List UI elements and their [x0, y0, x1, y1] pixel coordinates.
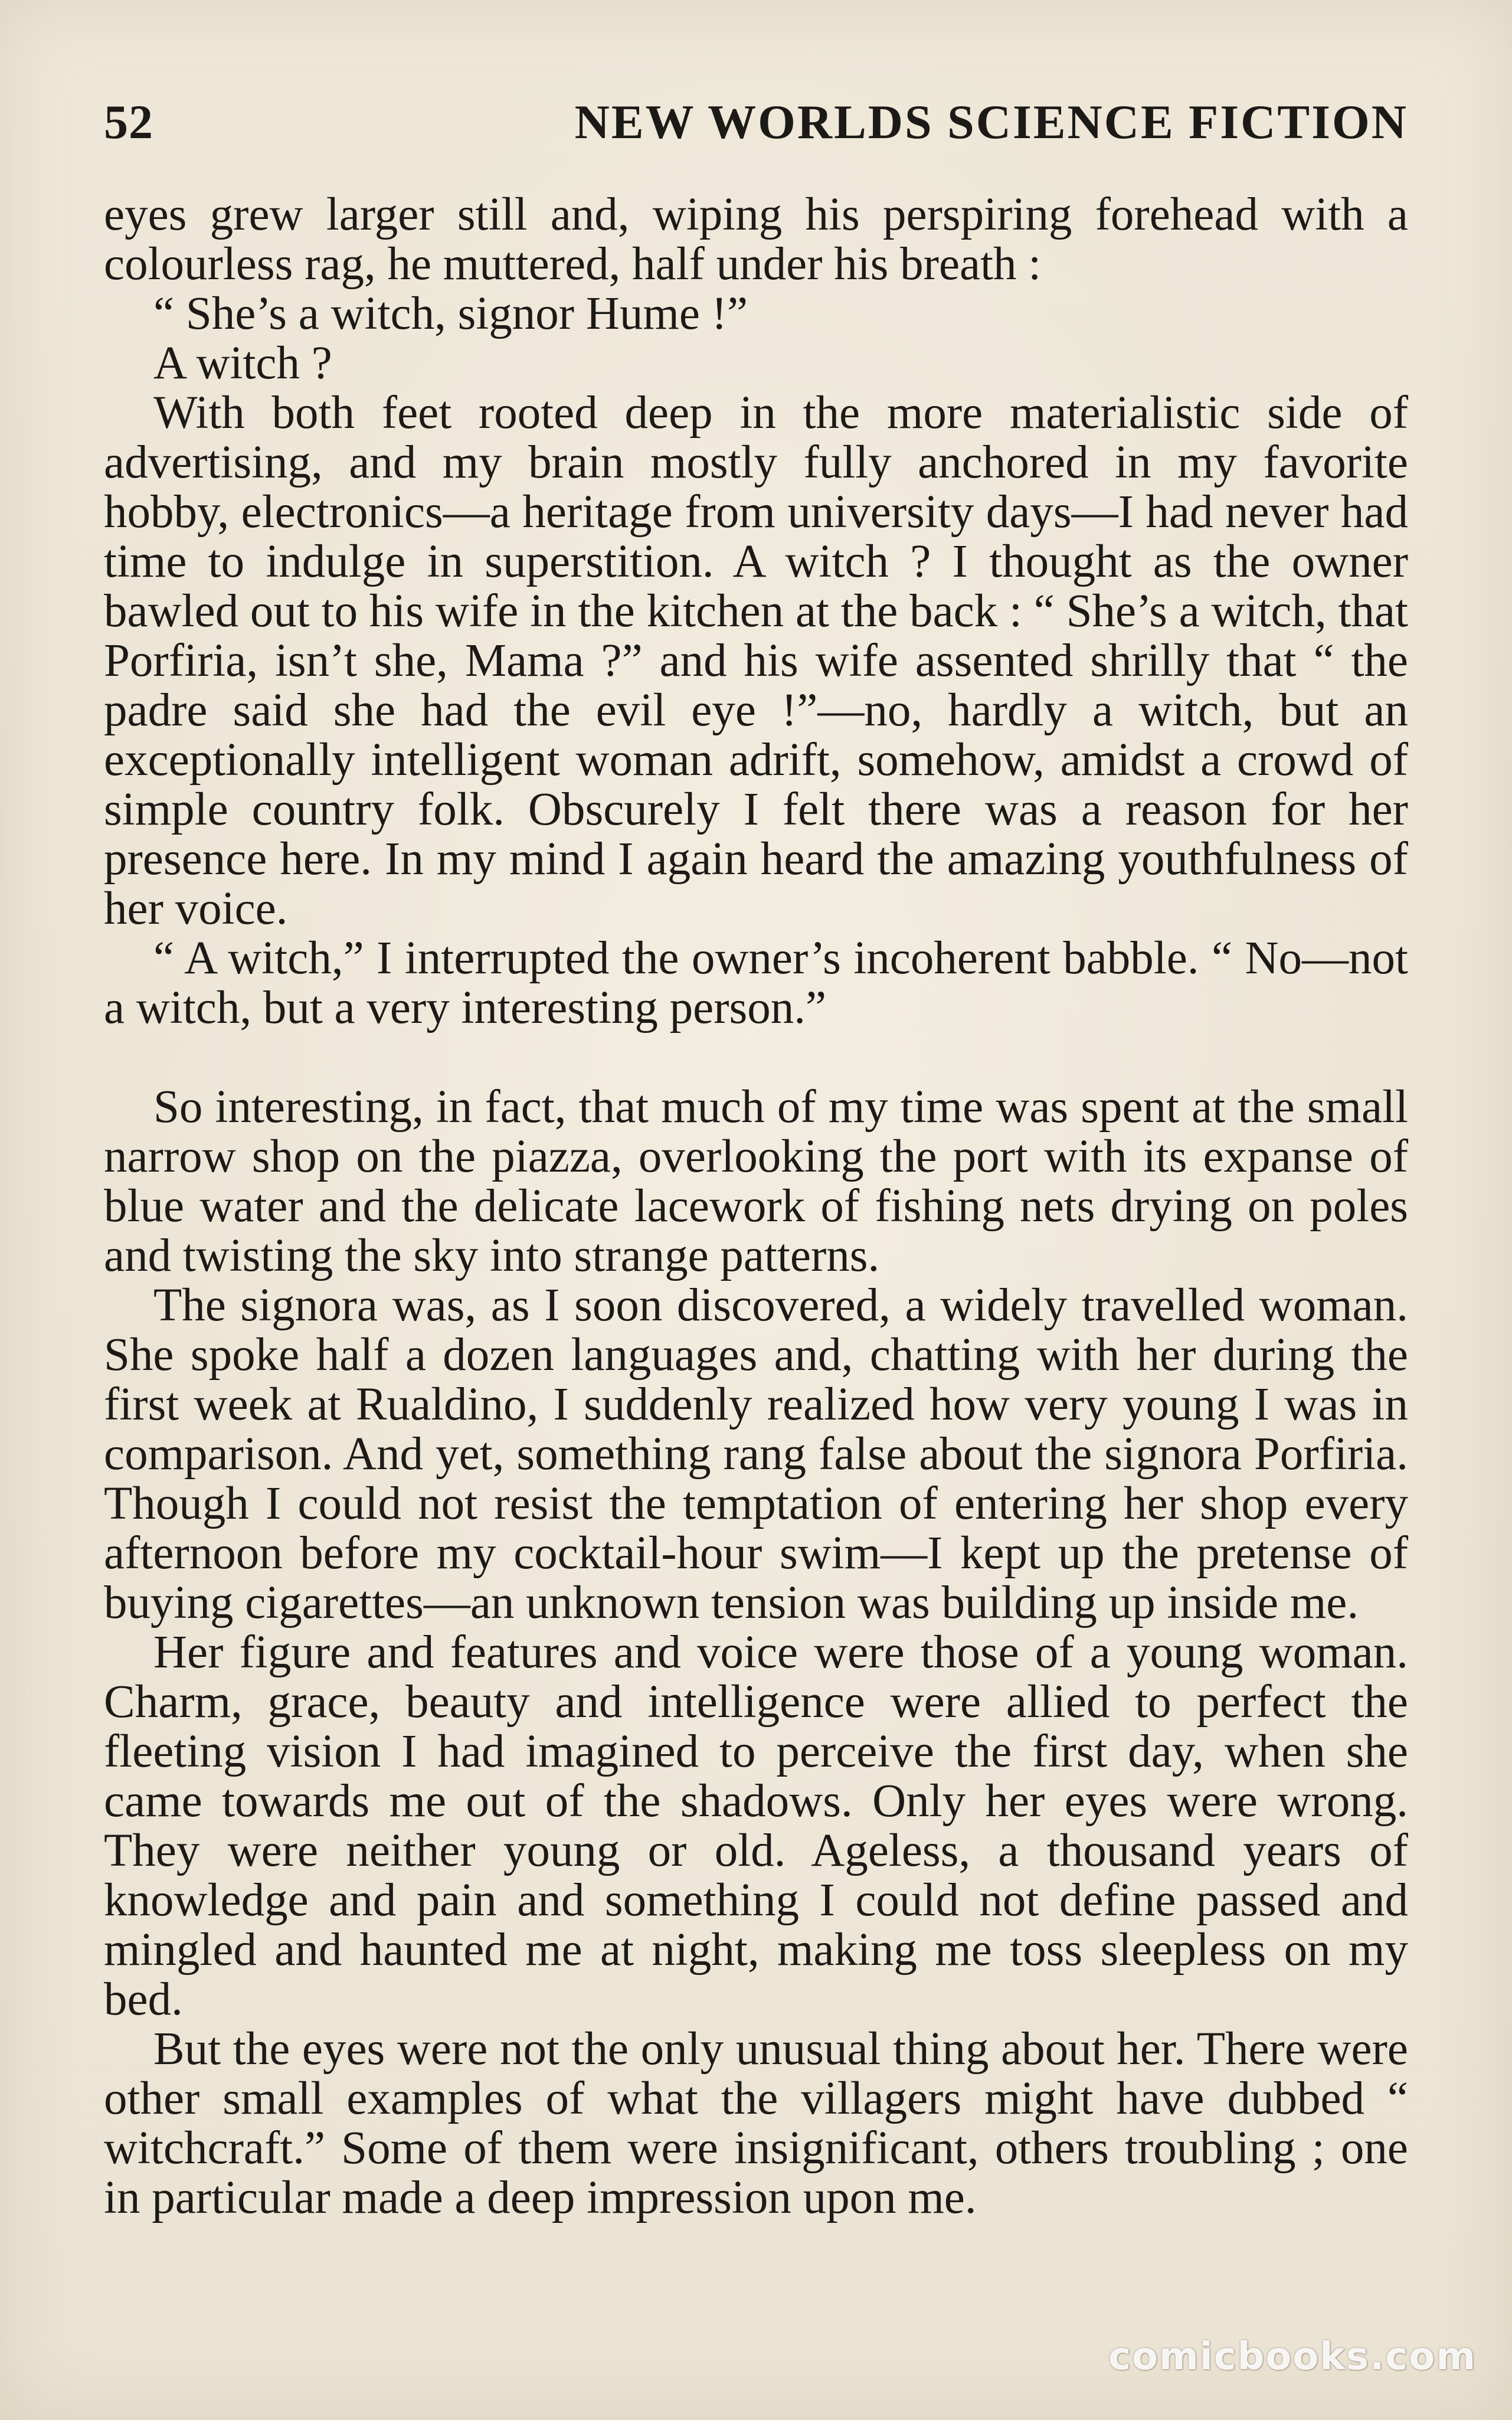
- paragraph-2: “ She’s a witch, signor Hume !”: [153, 288, 748, 339]
- paragraph-7: The signora was, as I soon discovered, a widely travelled woman. She spoke half a dozen languages and, chatting with her during the first week at Rualdino, I suddenly realized how very young I was in comparison. And yet, something rang false about the signora Porfiria. Though I could not resist the temptation of entering her shop every afternoon before my cocktail-hour swim—I kept up the pretense of buying cigarettes—an unknown tension was building up inside me.: [104, 1280, 1408, 1628]
- watermark: comicbooks.com: [1108, 2335, 1477, 2379]
- paragraph-1: eyes grew larger still and, wiping his perspiring forehead with a colourless rag, he muttered, half under his breath :: [104, 189, 1408, 290]
- running-title: NEW WORLDS SCIENCE FICTION: [574, 95, 1408, 149]
- page-number: 52: [104, 95, 153, 149]
- paragraph-4: With both feet rooted deep in the more materialistic side of advertising, and my brain mostly fully anchored in my favorite hobby, electronics—a heritage from university days—I had never had time to indulge in superstition. A witch ? I thought as the owner bawled out to his wife in the kitchen at the back : “ She’s a witch, that Porfiria, isn’t she, Mama ?” and his wife assented shrilly that “ the padre said she had the evil eye !”—no, hardly a witch, but an exceptionally intelligent woman adrift, somehow, amidst a crowd of simple country folk. Obscurely I felt there was a reason for her presence here. In my mind I again heard the amazing youthfulness of her voice.: [104, 387, 1408, 934]
- paragraph-5: “ A witch,” I interrupted the owner’s incoherent babble. “ No—not a witch, but a very interesting person.”: [104, 933, 1408, 1034]
- running-header: [104, 90, 1408, 190]
- paragraph-6: So interesting, in fact, that much of my time was spent at the small narrow shop on the piazza, overlooking the port with its expanse of blue water and the delicate lacework of fishing nets drying on poles and twisting the sky into strange patterns.: [104, 1081, 1408, 1281]
- paragraph-3: A witch ?: [153, 338, 332, 389]
- paragraph-9: But the eyes were not the only unusual thing about her. There were other small examples of what the villagers might have dubbed “ witchcraft.” Some of them were insignificant, others troubling ; one in particular made a deep impression upon me.: [104, 2023, 1408, 2223]
- paragraph-8: Her figure and features and voice were those of a young woman. Charm, grace, beauty and intelligence were allied to perfect the fleeting vision I had imagined to perceive the first day, when she came towards me out of the shadows. Only her eyes were wrong. They were neither young or old. Ageless, a thousand years of knowledge and pain and something I could not define passed and mingled and haunted me at night, making me toss sleepless on my bed.: [104, 1627, 1408, 2025]
- text-block: [104, 90, 1408, 2223]
